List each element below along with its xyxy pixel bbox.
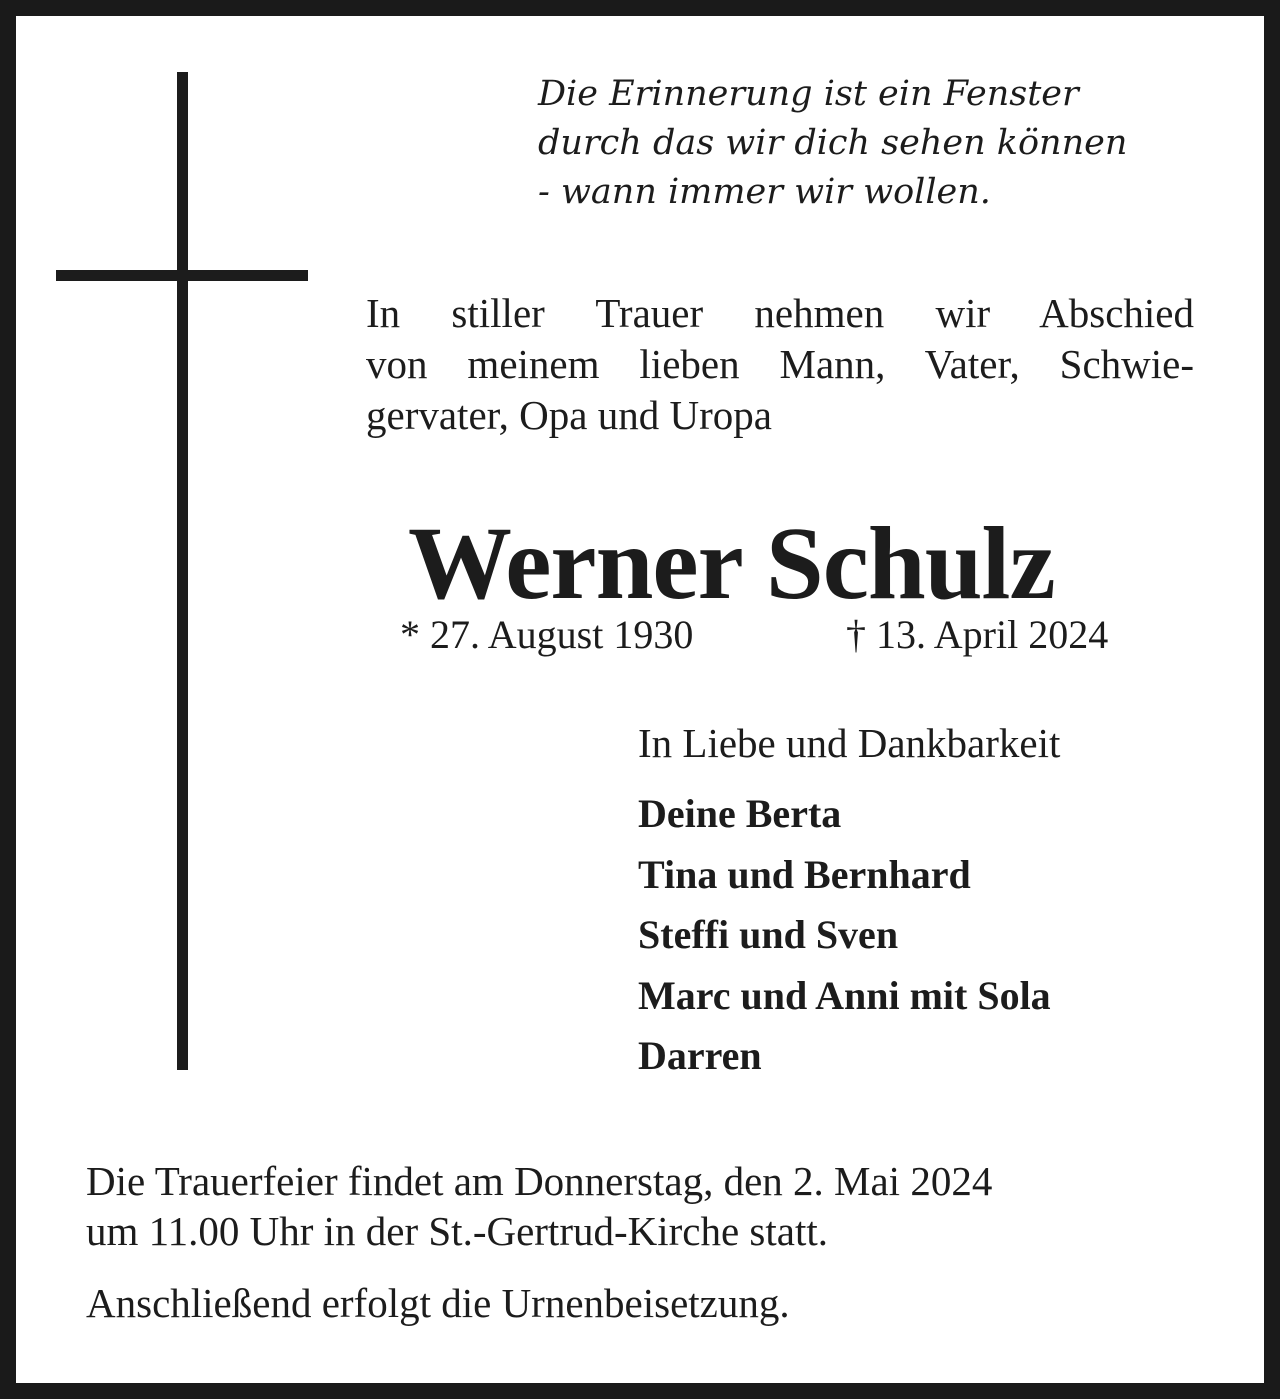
mourner-name: Steffi und Sven (638, 912, 899, 957)
obituary-notice (16, 16, 1264, 1383)
quote-line: Die Erinnerung ist ein Fenster (538, 74, 1079, 114)
memorial-quote (538, 70, 1218, 217)
service-line: um 11.00 Uhr in der St.-Gertrud-Kirche statt. (86, 1208, 829, 1254)
intro-line: gervater, Opa und Uropa (366, 392, 772, 438)
burial-info: Anschließend erfolgt die Urnenbeisetzung. (86, 1280, 790, 1326)
deceased-name: Werner Schulz (408, 506, 1055, 621)
quote-line: durch das wir dich sehen können (538, 123, 1128, 163)
intro-text (366, 288, 1194, 441)
death-date: † 13. April 2024 (846, 612, 1109, 657)
intro-line: von meinem lieben Mann, Vater, Schwie- (366, 341, 1194, 387)
mourner-name: Deine Berta (638, 791, 842, 836)
closing-phrase: In Liebe und Dankbarkeit (638, 720, 1061, 766)
mourner-name: Darren (638, 1033, 762, 1078)
quote-line: - wann immer wir wollen. (538, 172, 991, 212)
mourners-list (638, 790, 1051, 1093)
mourner-name: Marc und Anni mit Sola (638, 972, 1051, 1018)
cross-icon (177, 72, 188, 1070)
mourner-name: Tina und Bernhard (638, 851, 971, 897)
birth-date: * 27. August 1930 (400, 612, 694, 657)
cross-icon-bar (56, 270, 308, 281)
intro-line: In stiller Trauer nehmen wir Abschied (366, 290, 1194, 336)
service-info (86, 1156, 1194, 1256)
service-line: Die Trauerfeier findet am Donnerstag, den 2. Mai 2024 (86, 1158, 993, 1204)
